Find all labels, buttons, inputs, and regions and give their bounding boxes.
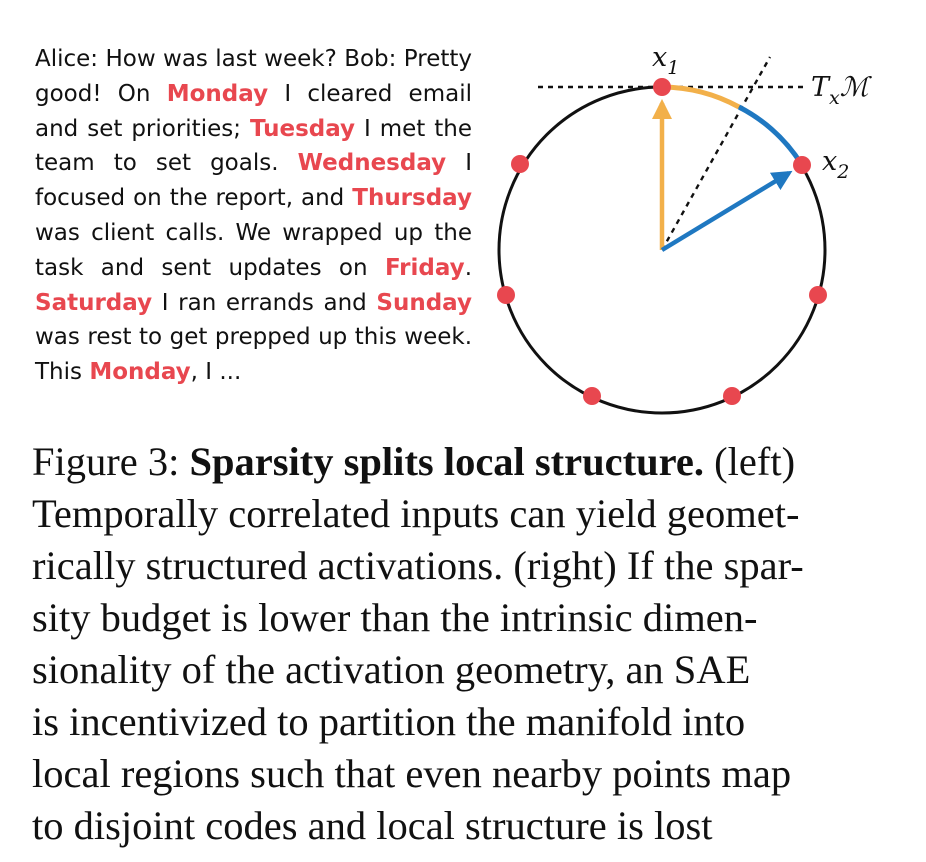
weekday-highlight: Tuesday <box>249 115 356 142</box>
figure-caption <box>32 436 884 852</box>
weekday-highlight: Monday <box>166 80 269 107</box>
point-x2 <box>793 156 811 174</box>
caption-line-text: (left) <box>704 439 796 484</box>
arrow-x2 <box>662 173 789 250</box>
caption-line: to disjoint codes and local structure is lost <box>32 803 713 848</box>
caption-line-1 <box>32 436 884 488</box>
point <box>497 286 515 304</box>
circle-manifold-diagram <box>490 40 890 430</box>
weekday-highlight: Monday <box>89 359 191 386</box>
dialogue-segment: I ran errands and <box>152 289 377 316</box>
weekday-highlight: Saturday <box>35 289 153 316</box>
weekday-highlight: Friday <box>384 254 465 281</box>
caption-line: Temporally correlated inputs can yield geomet- <box>32 491 800 536</box>
label-x2: $x_2$ <box>822 146 850 183</box>
caption-title: Sparsity splits local structure. <box>189 439 704 484</box>
caption-label: Figure 3: <box>32 439 190 484</box>
dialogue-segment: , I ... <box>190 359 242 386</box>
weekday-highlight: Wednesday <box>297 150 447 177</box>
label-x1: $x_1$ <box>652 42 680 79</box>
weekday-highlight: Thursday <box>352 185 472 212</box>
caption-line: is incentivized to partition the manifold into <box>32 699 746 744</box>
point <box>583 387 601 405</box>
dialogue-segment: I met the team to set goals. <box>35 115 472 177</box>
dialogue-text <box>35 42 472 390</box>
dialogue-segment: was client calls. We wrapped up the task and sent updates on <box>35 219 472 281</box>
arc-orange <box>662 87 739 107</box>
caption-line: sity budget is lower than the intrinsic dimen- <box>32 595 758 640</box>
caption-line: sionality of the activation geometry, an SAE <box>32 647 751 692</box>
caption-line: local regions such that even nearby points map <box>32 751 792 796</box>
dialogue-segment: Alice: How was last week? Bob: Pretty good! On <box>35 46 472 107</box>
weekday-highlight: Sunday <box>376 289 472 316</box>
dialogue-segment: I focused on the report, and <box>35 150 472 212</box>
point <box>723 387 741 405</box>
dialogue-segment: was rest to get prepped up this week. This <box>35 324 472 386</box>
caption-line: rically structured activations. (right) If the spar- <box>32 543 804 588</box>
point <box>809 286 827 304</box>
point <box>511 155 529 173</box>
dialogue-segment: . <box>464 254 472 281</box>
arc-blue <box>739 107 802 165</box>
point-x1 <box>653 78 671 96</box>
label-tangent-space: $T_xℳ$ <box>811 72 869 109</box>
dialogue-segment: I cleared email and set priorities; <box>35 80 472 142</box>
